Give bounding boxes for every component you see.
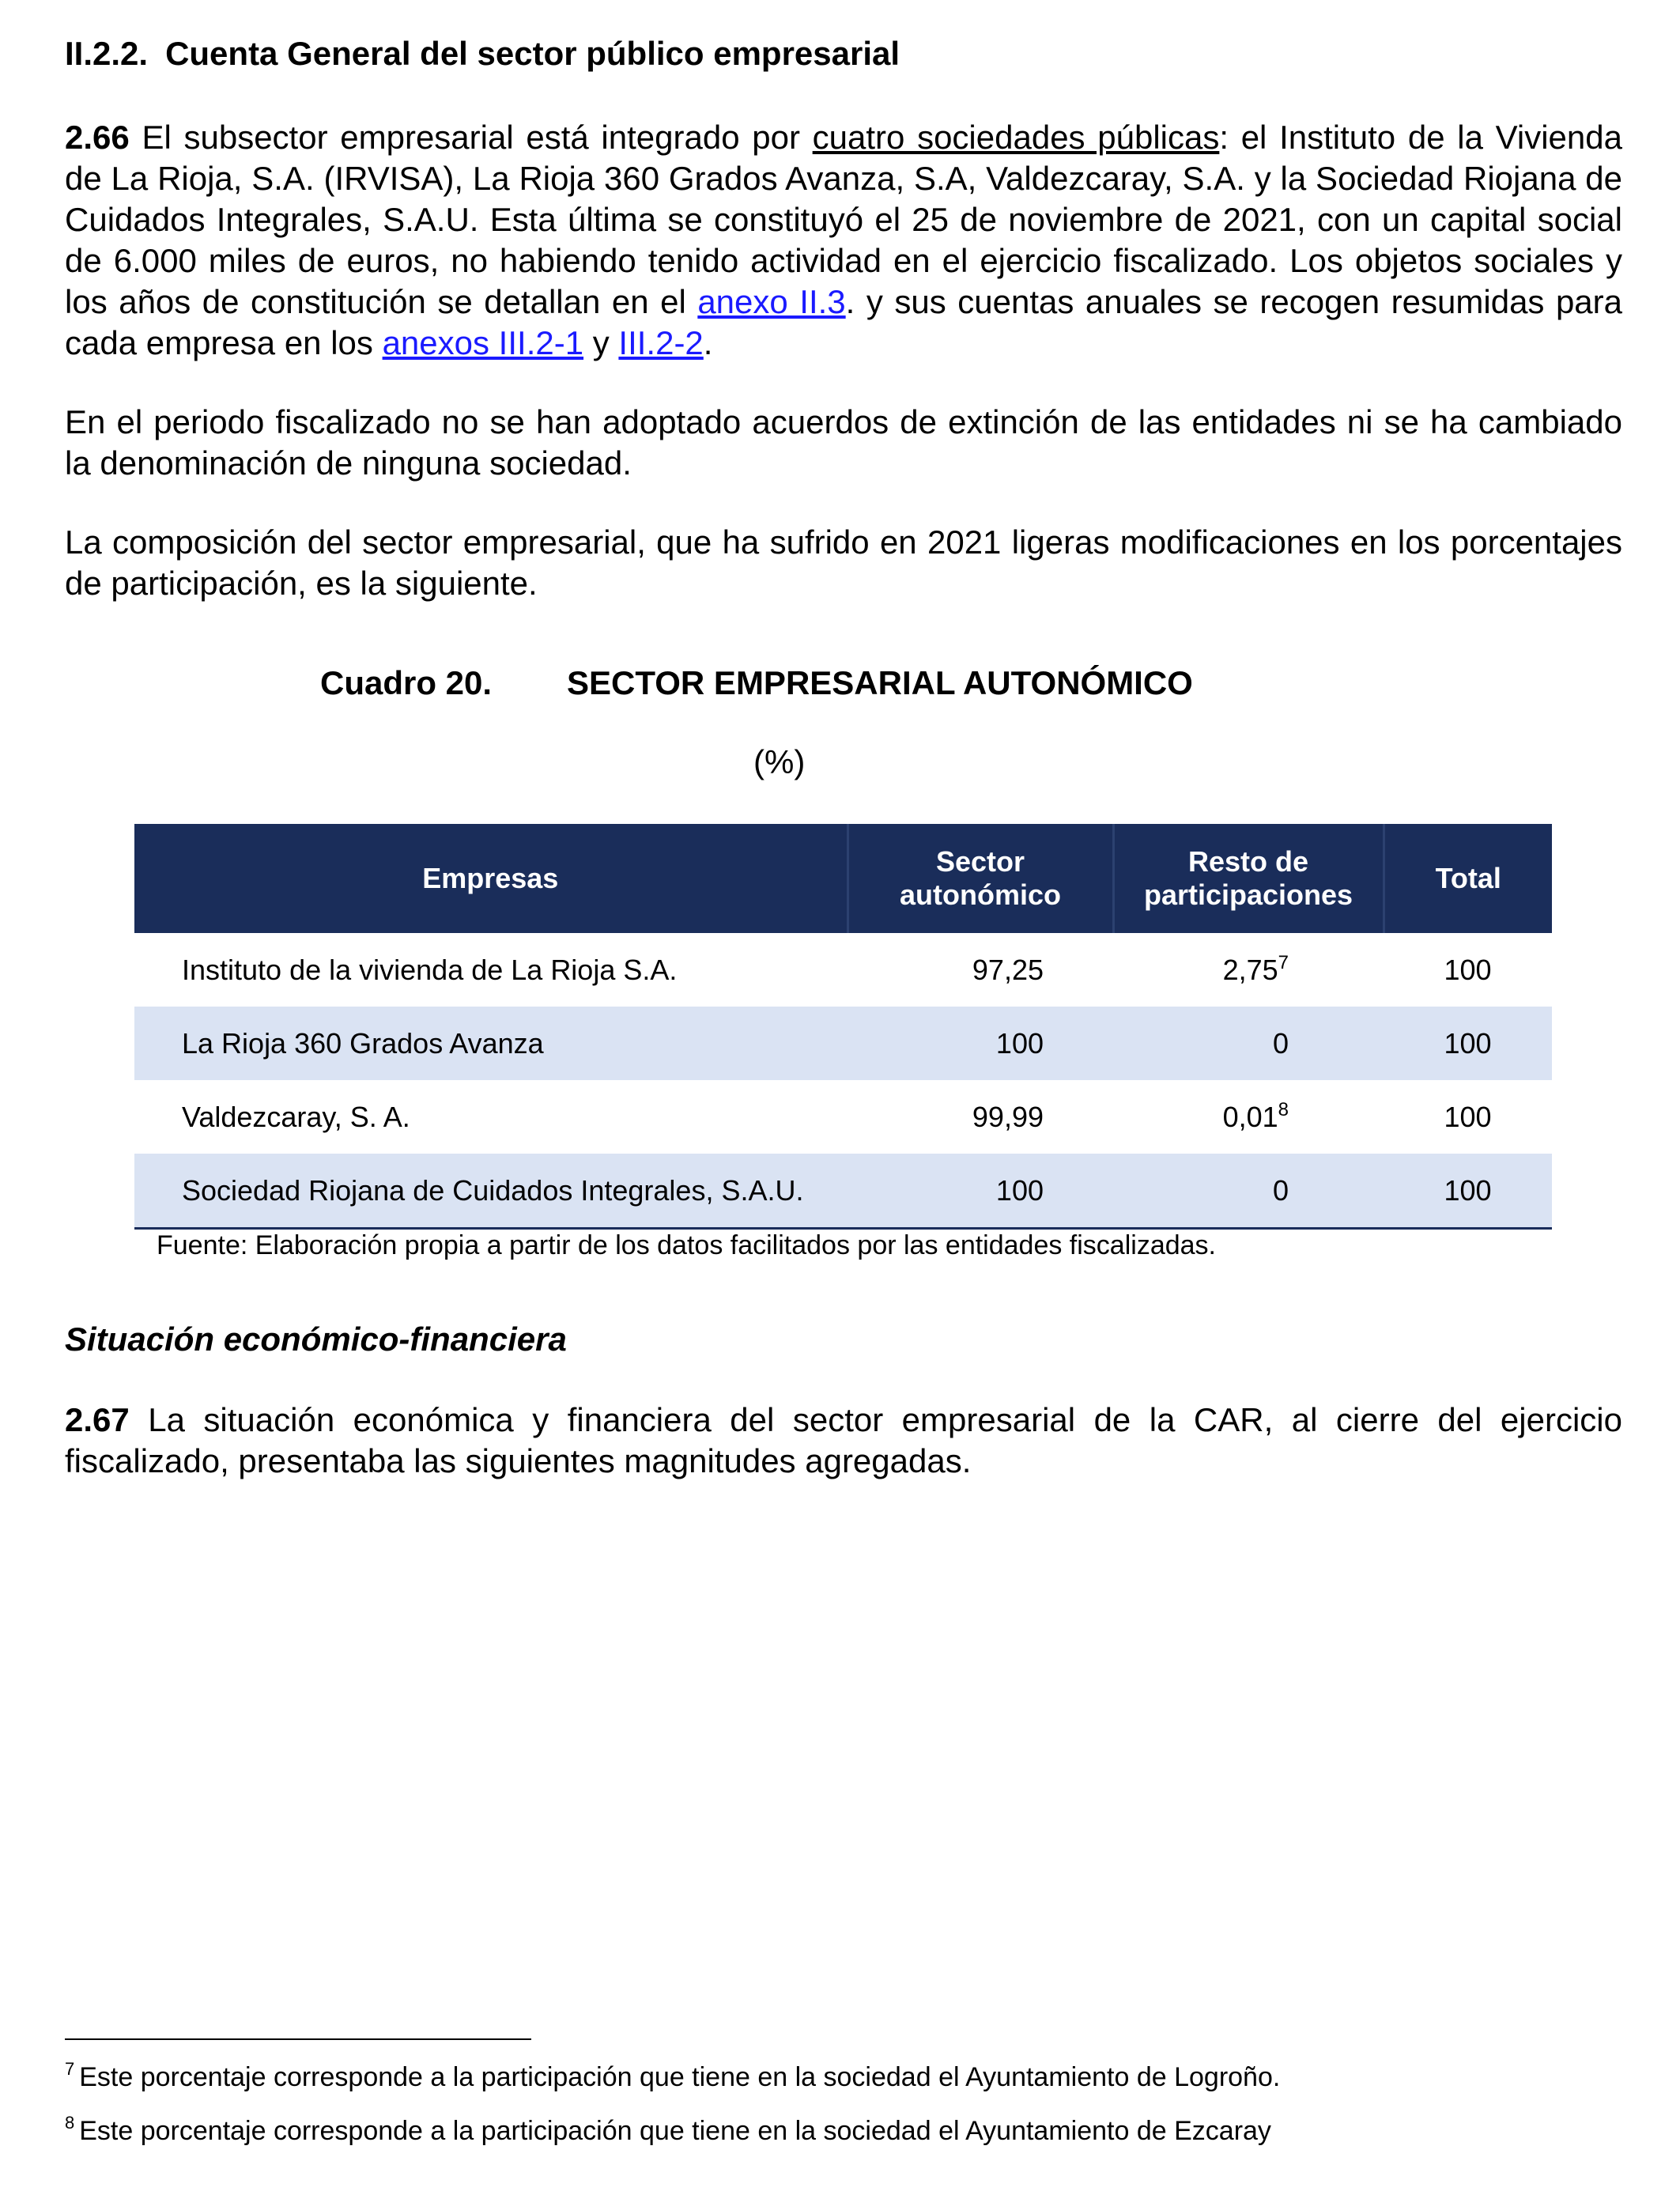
header-line: autonómico xyxy=(900,878,1061,911)
cell-total: 100 xyxy=(1444,953,1492,986)
footnote-mark: 8 xyxy=(65,2113,75,2133)
cell-resto xyxy=(1113,933,1384,1007)
table-label: Cuadro 20. xyxy=(320,664,493,701)
paragraph-extincion: En el periodo fiscalizado no se han adoptado acuerdos de extinción de las entidades ni se ha cambiado la denominación de ninguna sociedad. xyxy=(65,403,1622,482)
cell-empresa: La Rioja 360 Grados Avanza xyxy=(134,1007,848,1080)
paragraph-text: La situación económica y financiera del sector empresarial de la CAR, al cierre del ejercicio fiscalizado, presentaba las siguientes magnitudes agregadas. xyxy=(65,1401,1622,1479)
paragraph-text: El subsector empresarial está integrado por xyxy=(129,119,813,156)
table-header-row xyxy=(134,824,1552,933)
cell-empresa: Instituto de la vivienda de La Rioja S.A. xyxy=(182,953,678,986)
footnote-text: Este porcentaje corresponde a la participación que tiene en la sociedad el Ayuntamiento de Logroño. xyxy=(79,2062,1281,2092)
resto-value: 0 xyxy=(1272,1173,1289,1207)
cell-sector: 100 xyxy=(848,1154,1113,1229)
cell-empresa: Valdezcaray, S. A. xyxy=(182,1100,410,1133)
cell-resto xyxy=(1113,1080,1384,1154)
paragraph-composicion: La composición del sector empresarial, que ha sufrido en 2021 ligeras modificaciones en los porcentajes de participación, es la siguiente. xyxy=(65,523,1622,602)
cell-total: 100 xyxy=(1384,1007,1552,1080)
table-row xyxy=(134,1080,1552,1154)
link-anexo-ii-3[interactable]: anexo II.3 xyxy=(697,283,846,320)
paragraph-number: 2.67 xyxy=(65,1401,130,1438)
resto-value: 2,75 xyxy=(1222,953,1278,986)
header-resto xyxy=(1113,824,1384,933)
subheading: Situación económico-financiera xyxy=(65,1320,567,1358)
paragraph-2-66 xyxy=(65,117,1622,364)
header-line: Resto de xyxy=(1187,845,1309,878)
table-unit: (%) xyxy=(753,743,806,780)
paragraph-text: : el Instituto de la Vivienda de La Rioja, S.A. (IRVISA), La Rioja 360 Grados Avanza, S.A, Valdezcaray, S.A. y la Sociedad Riojana de Cuidados Integrales, S.A.U. Esta última se constituyó el 25 de noviembre de 2021, con un capital social de 6.000 miles de euros, no habiendo tenido actividad en el ejercicio fiscalizado. Los objetos sociales y los años de constitución se detallan en el xyxy=(65,119,1622,320)
footnote-ref[interactable]: 7 xyxy=(1278,951,1289,973)
table-title-text: SECTOR EMPRESARIAL AUTONÓMICO xyxy=(567,664,1193,701)
table-row xyxy=(134,1154,1552,1229)
paragraph-text: . xyxy=(703,324,713,361)
header-line: Sector xyxy=(935,845,1025,878)
cell-resto xyxy=(1113,1007,1384,1080)
cell-total: 100 xyxy=(1384,1154,1552,1229)
paragraph-number: 2.66 xyxy=(65,119,130,156)
footnote-ref[interactable]: 8 xyxy=(1278,1098,1289,1120)
sector-table xyxy=(134,824,1552,1230)
header-total: Total xyxy=(1384,824,1552,933)
section-number: II.2.2. xyxy=(65,35,149,72)
cell-sector: 97,25 xyxy=(972,953,1044,986)
table-source: Fuente: Elaboración propia a partir de los datos facilitados por las entidades fiscalizadas. xyxy=(157,1230,1216,1260)
section-title: Cuenta General del sector público empresarial xyxy=(165,35,900,72)
cell-total: 100 xyxy=(1444,1100,1492,1133)
paragraph-2-67 xyxy=(65,1400,1622,1482)
footnote-mark: 7 xyxy=(65,2059,75,2079)
resto-value: 0 xyxy=(1272,1026,1289,1060)
header-sector-autonomico xyxy=(848,824,1113,933)
table-row xyxy=(134,1007,1552,1080)
header-line: participaciones xyxy=(1143,878,1353,911)
footnote-text: Este porcentaje corresponde a la participación que tiene en la sociedad el Ayuntamiento de Ezcaray xyxy=(79,2116,1271,2146)
link-anexos-iii-2-1[interactable]: anexos III.2-1 xyxy=(382,324,584,361)
footnote-8 xyxy=(65,2113,1271,2147)
underlined-text: cuatro sociedades públicas xyxy=(812,119,1220,156)
cell-resto xyxy=(1113,1154,1384,1229)
resto-value: 0,01 xyxy=(1222,1100,1278,1133)
paragraph-text: y xyxy=(583,324,619,361)
link-iii-2-2[interactable]: III.2-2 xyxy=(618,324,704,361)
cell-sector: 99,99 xyxy=(972,1100,1044,1133)
cell-empresa: Sociedad Riojana de Cuidados Integrales, S.A.U. xyxy=(134,1154,848,1229)
footnote-divider xyxy=(65,2038,531,2040)
table-row xyxy=(134,933,1552,1007)
cell-sector: 100 xyxy=(848,1007,1113,1080)
footnote-7 xyxy=(65,2059,1280,2093)
paragraph-text: . y sus cuentas anuales se recogen resumidas para cada empresa en los xyxy=(65,283,1623,361)
header-empresas: Empresas xyxy=(134,824,848,933)
section-heading xyxy=(65,35,900,73)
